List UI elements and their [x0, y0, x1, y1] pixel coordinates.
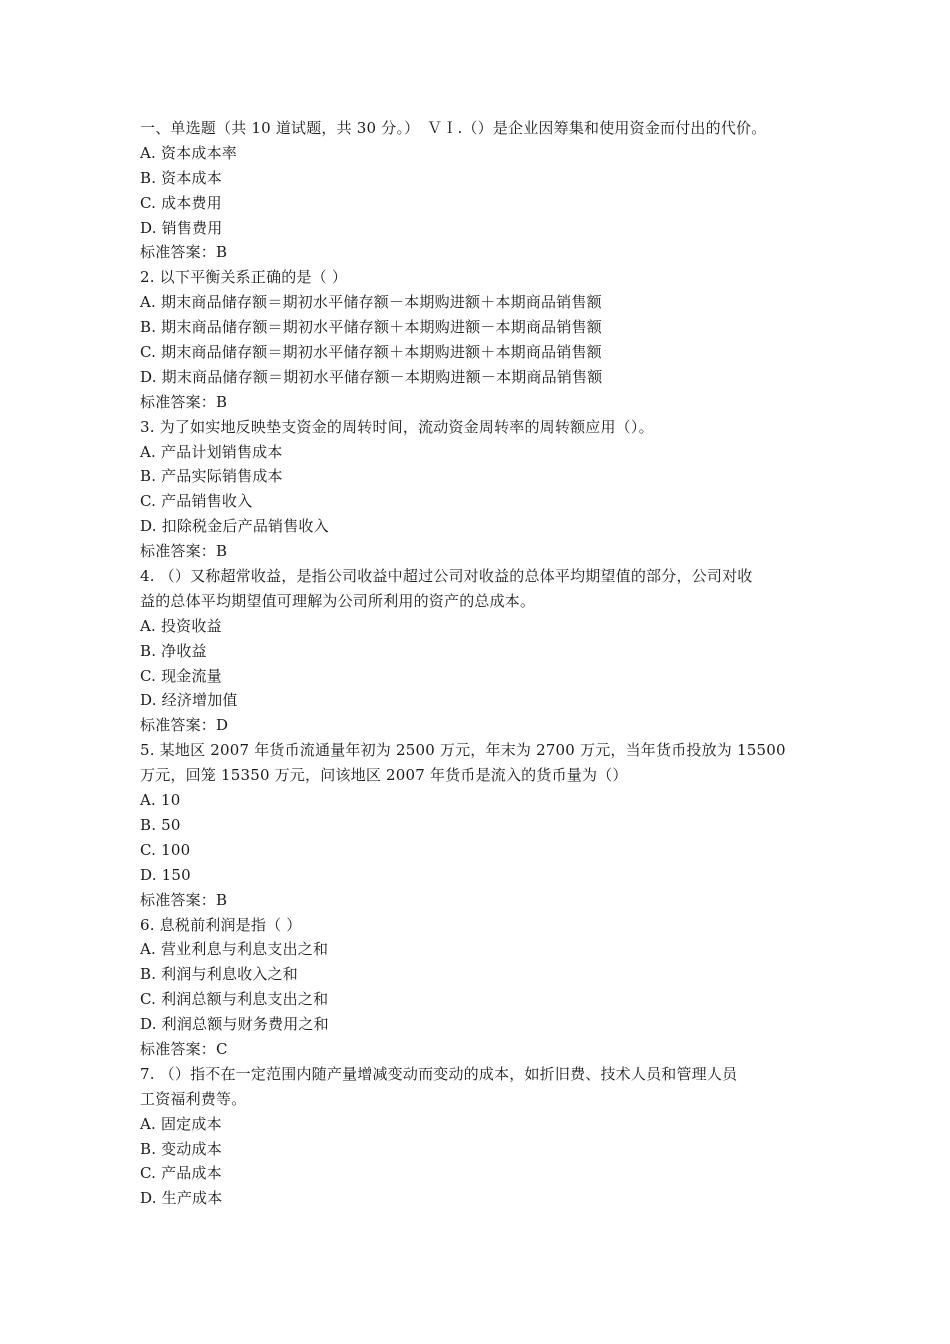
- question-stem-line-2: 万元，回笼 15350 万元，问该地区 2007 年货币是流入的货币量为（）: [140, 766, 628, 785]
- option-c: C. 产品销售收入: [140, 492, 253, 511]
- option-b: B. 净收益: [140, 641, 207, 660]
- option-d: D. 销售费用: [140, 218, 223, 237]
- option-c: C. 产品成本: [140, 1164, 222, 1183]
- document-page: [140, 116, 820, 1211]
- question-stem-line-1: 5. 某地区 2007 年货币流通量年初为 2500 万元，年末为 2700 万元，当年货币投放为 15500: [140, 741, 786, 760]
- question-stem-line-2: 工资福利费等。: [140, 1089, 247, 1108]
- option-d: D. 期末商品储存额＝期初水平储存额－本期购进额－本期商品销售额: [140, 367, 603, 386]
- option-d: D. 利润总额与财务费用之和: [140, 1015, 329, 1034]
- option-a: A. 投资收益: [140, 616, 222, 635]
- option-d: D. 150: [140, 865, 191, 884]
- option-d: D. 生产成本: [140, 1189, 223, 1208]
- question-stem-line-1: 4. （）又称超常收益，是指公司收益中超过公司对收益的总体平均期望值的部分，公司对收: [140, 567, 753, 586]
- option-a: A. 营业利息与利息支出之和: [140, 940, 329, 959]
- option-b: B. 50: [140, 815, 181, 834]
- question-stem-line-1: 7. （）指不在一定范围内随产量增减变动而变动的成本，如折旧费、技术人员和管理人员: [140, 1064, 738, 1083]
- standard-answer: 标准答案：C: [140, 1039, 228, 1058]
- option-c: C. 100: [140, 840, 191, 859]
- question-stem: 6. 息税前利润是指（ ）: [140, 915, 302, 934]
- standard-answer: 标准答案：D: [140, 716, 229, 735]
- option-a: A. 资本成本率: [140, 143, 237, 162]
- option-d: D. 扣除税金后产品销售收入: [140, 517, 329, 536]
- section-header: 一、单选题（共 10 道试题，共 30 分。） ＶＩ.（）是企业因筹集和使用资金而付出的代价。: [140, 119, 767, 137]
- option-c: C. 成本费用: [140, 193, 222, 212]
- standard-answer: 标准答案：B: [140, 890, 228, 909]
- option-a: A. 10: [140, 791, 181, 810]
- option-b: B. 期末商品储存额＝期初水平储存额＋本期购进额－本期商品销售额: [140, 318, 602, 337]
- option-c: C. 现金流量: [140, 666, 222, 685]
- option-a: A. 固定成本: [140, 1114, 222, 1133]
- option-a: A. 期末商品储存额＝期初水平储存额－本期购进额＋本期商品销售额: [140, 293, 602, 312]
- option-a: A. 产品计划销售成本: [140, 442, 283, 461]
- option-b: B. 资本成本: [140, 168, 222, 187]
- question-stem-line-2: 益的总体平均期望值可理解为公司所利用的资产的总成本。: [140, 591, 536, 610]
- standard-answer: 标准答案：B: [140, 392, 228, 411]
- option-b: B. 产品实际销售成本: [140, 467, 283, 486]
- option-c: C. 利润总额与利息支出之和: [140, 990, 329, 1009]
- question-stem: 2. 以下平衡关系正确的是（ ）: [140, 268, 348, 287]
- standard-answer: 标准答案：B: [140, 243, 228, 262]
- option-d: D. 经济增加值: [140, 691, 238, 710]
- option-b: B. 变动成本: [140, 1139, 222, 1158]
- option-b: B. 利润与利息收入之和: [140, 965, 298, 984]
- question-stem: 3. 为了如实地反映垫支资金的周转时间，流动资金周转率的周转额应用（）。: [140, 417, 654, 436]
- option-c: C. 期末商品储存额＝期初水平储存额＋本期购进额＋本期商品销售额: [140, 343, 602, 362]
- standard-answer: 标准答案：B: [140, 542, 228, 561]
